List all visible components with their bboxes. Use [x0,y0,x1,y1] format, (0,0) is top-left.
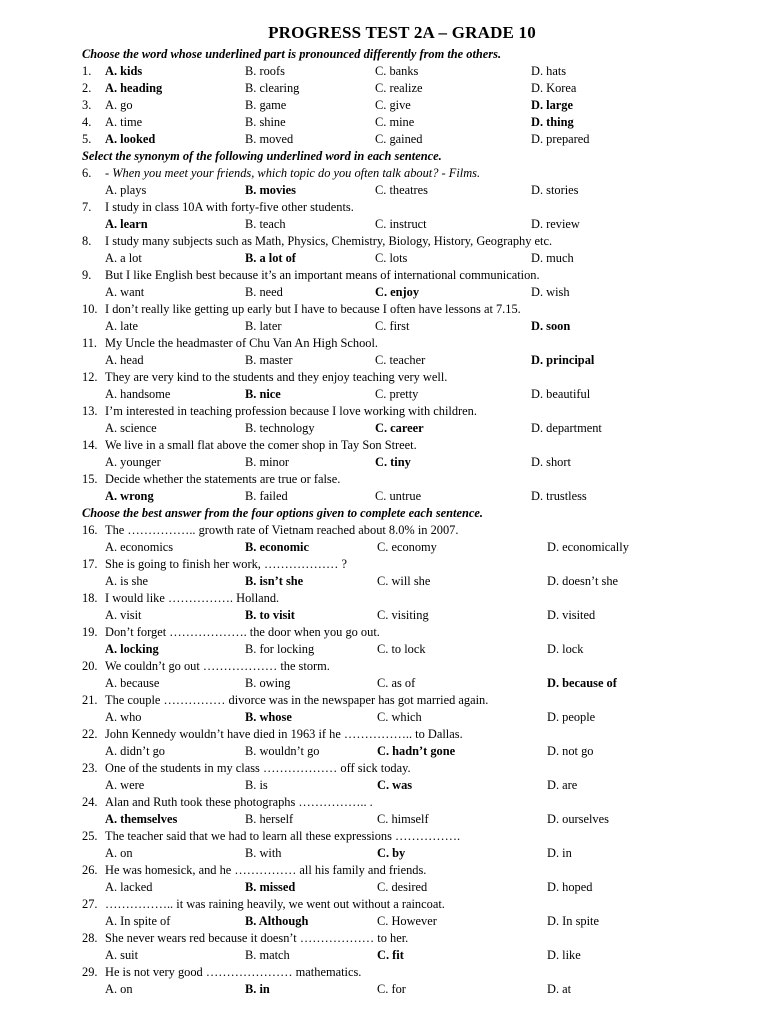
answer-option: C. untrue [375,489,422,503]
answer-option: D. not go [547,744,594,758]
answer-option: B. missed [245,880,296,894]
answer-option: A. head [105,353,144,367]
options-row [82,352,682,369]
answer-option: B. in [245,982,270,996]
question-stem-row [82,369,682,386]
answer-option: B. owing [245,676,291,690]
answer-option: B. whose [245,710,292,724]
answer-option: A. who [105,710,142,724]
question-stem: He was homesick, and he …………… all his family and friends. [105,863,427,877]
answer-option: C. teacher [375,353,426,367]
answer-option: A. looked [105,132,156,146]
answer-option: D. In spite [547,914,599,928]
answer-option: B. is [245,778,268,792]
question-stem: The …………….. growth rate of Vietnam reached about 8.0% in 2007. [105,523,459,537]
answer-option: A. because [105,676,160,690]
answer-option: D. Korea [531,81,577,95]
question-number: 29. [82,965,98,979]
answer-option: D. beautiful [531,387,591,401]
question-stem: I study in class 10A with forty-five other students. [105,200,354,214]
options-row [82,250,682,267]
answer-option: D. are [547,778,578,792]
answer-option: C. lots [375,251,408,265]
options-row [82,777,682,794]
options-row [82,879,682,896]
question-number: 9. [82,268,92,282]
question-stem: I would like ……………. Holland. [105,591,280,605]
answer-option: A. visit [105,608,142,622]
question-number: 23. [82,761,98,775]
answer-option: C. enjoy [375,285,420,299]
answer-option: A. kids [105,64,143,78]
answer-option: B. clearing [245,81,300,95]
question-stem: My Uncle the headmaster of Chu Van An High School. [105,336,379,350]
answer-option: C. to lock [377,642,426,656]
answer-option: B. technology [245,421,315,435]
page-title: PROGRESS TEST 2A – GRADE 10 [268,23,536,42]
options-row [82,913,682,930]
answer-option: A. learn [105,217,148,231]
answer-option: B. failed [245,489,288,503]
answer-option: A. on [105,982,133,996]
question-row [82,80,682,97]
options-row [82,641,682,658]
options-row [82,182,682,199]
question-stem-row [82,301,682,318]
question-stem: …………….. it was raining heavily, we went out without a raincoat. [105,897,445,911]
answer-option: A. younger [105,455,161,469]
answer-option: C. However [377,914,437,928]
question-stem-row [82,828,682,845]
answer-option: A. science [105,421,157,435]
answer-option: C. by [377,846,406,860]
answer-option: D. at [547,982,572,996]
options-row [82,454,682,471]
question-stem: But I like English best because it’s an important means of international communication. [105,268,540,282]
answer-option: A. on [105,846,133,860]
options-row [82,981,682,998]
answer-option: C. banks [375,64,419,78]
answer-option: D. much [531,251,574,265]
answer-option: A. is she [105,574,149,588]
options-row [82,845,682,862]
answer-option: D. stories [531,183,579,197]
options-row [82,539,682,556]
answer-option: A. want [105,285,145,299]
question-stem: I study many subjects such as Math, Physics, Chemistry, Biology, History, Geography etc. [105,234,553,248]
question-number: 15. [82,472,98,486]
options-row [82,675,682,692]
question-stem: We live in a small flat above the comer shop in Tay Son Street. [105,438,417,452]
options-row [82,386,682,403]
question-stem: She is going to finish her work, ……………… ? [105,557,347,571]
question-stem: Alan and Ruth took these photographs …………….. . [105,795,373,809]
answer-option: B. isn’t she [245,574,304,588]
answer-option: D. principal [531,353,595,367]
question-stem-row [82,471,682,488]
question-stem-row [82,930,682,947]
answer-option: A. late [105,319,139,333]
answer-option: C. give [375,98,411,112]
question-stem: Decide whether the statements are true or false. [105,472,341,486]
options-row [82,743,682,760]
answer-option: D. people [547,710,596,724]
answer-option: D. ourselves [547,812,609,826]
question-number: 24. [82,795,98,809]
answer-option: A. go [105,98,133,112]
answer-option: B. shine [245,115,286,129]
options-row [82,318,682,335]
question-number: 8. [82,234,92,248]
answer-option: B. master [245,353,293,367]
question-stem-row [82,658,682,675]
answer-option: B. to visit [245,608,295,622]
answer-option: C. as of [377,676,416,690]
question-number: 14. [82,438,98,452]
answer-option: A. time [105,115,143,129]
answer-option: B. minor [245,455,290,469]
answer-option: D. wish [531,285,570,299]
answer-option: D. soon [531,319,571,333]
question-stem-row [82,896,682,913]
question-stem: Don’t forget ………………. the door when you go out. [105,625,380,639]
options-row [82,573,682,590]
answer-option: B. a lot of [245,251,296,265]
answer-option: B. Although [245,914,309,928]
question-row [82,131,682,148]
answer-option: D. hoped [547,880,593,894]
answer-option: B. herself [245,812,294,826]
answer-option: A. were [105,778,145,792]
question-stem-row [82,964,682,981]
question-number: 17. [82,557,98,571]
question-number: 2. [82,81,92,95]
question-stem-row [82,760,682,777]
answer-option: B. for locking [245,642,315,656]
answer-option: C. fit [377,948,404,962]
answer-option: D. thing [531,115,574,129]
answer-option: A. wrong [105,489,154,503]
question-stem-row [82,624,682,641]
answer-option: C. pretty [375,387,419,401]
question-stem-row [82,233,682,250]
answer-option: A. didn’t go [105,744,166,758]
answer-option: A. heading [105,81,163,95]
answer-option: A. plays [105,183,147,197]
answer-option: C. which [377,710,422,724]
answer-option: A. handsome [105,387,171,401]
question-number: 25. [82,829,98,843]
section-instruction: Choose the best answer from the four options given to complete each sentence. [82,506,483,520]
answer-option: B. need [245,285,283,299]
answer-option: B. later [245,319,282,333]
question-stem: John Kennedy wouldn’t have died in 1963 if he …………….. to Dallas. [105,727,463,741]
question-row [82,114,682,131]
answer-option: D. trustless [531,489,587,503]
question-stem: He is not very good ………………… mathematics. [105,965,362,979]
answer-option: D. in [547,846,572,860]
answer-option: B. with [245,846,282,860]
question-stem-row [82,335,682,352]
answer-option: C. was [377,778,413,792]
question-number: 22. [82,727,98,741]
answer-option: B. economic [245,540,310,554]
question-number: 4. [82,115,92,129]
question-stem-row [82,199,682,216]
answer-option: C. first [375,319,410,333]
answer-option: B. nice [245,387,281,401]
answer-option: C. tiny [375,455,411,469]
question-number: 26. [82,863,98,877]
answer-option: B. roofs [245,64,285,78]
question-stem: The teacher said that we had to learn all these expressions ……………. [105,829,461,843]
answer-option: D. large [531,98,573,112]
question-stem-row [82,403,682,420]
answer-option: B. movies [245,183,296,197]
answer-option: C. career [375,421,424,435]
question-number: 11. [82,336,98,350]
answer-option: C. instruct [375,217,427,231]
answer-option: C. desired [377,880,428,894]
answer-option: B. moved [245,132,294,146]
section-instruction: Select the synonym of the following underlined word in each sentence. [82,149,442,163]
answer-option: C. realize [375,81,423,95]
question-number: 28. [82,931,98,945]
question-number: 13. [82,404,98,418]
answer-option: D. visited [547,608,596,622]
answer-option: D. like [547,948,581,962]
answer-option: C. theatres [375,183,428,197]
question-number: 10. [82,302,98,316]
question-stem: One of the students in my class ……………… off sick today. [105,761,411,775]
question-number: 3. [82,98,92,112]
answer-option: C. mine [375,115,415,129]
question-stem-row [82,556,682,573]
question-number: 16. [82,523,98,537]
options-row [82,216,682,233]
question-number: 1. [82,64,92,78]
answer-option: B. wouldn’t go [245,744,320,758]
options-row [82,811,682,828]
question-stem-row [82,165,682,182]
question-stem: I don’t really like getting up early but I have to because I often have lessons at 7.15. [105,302,521,316]
answer-option: D. lock [547,642,584,656]
answer-option: D. review [531,217,580,231]
question-number: 21. [82,693,98,707]
question-stem-row [82,692,682,709]
answer-option: A. suit [105,948,139,962]
answer-option: A. economics [105,540,174,554]
question-row [82,97,682,114]
question-stem-row [82,437,682,454]
question-number: 12. [82,370,98,384]
question-number: 19. [82,625,98,639]
answer-option: A. locking [105,642,159,656]
answer-option: D. doesn’t she [547,574,619,588]
question-number: 27. [82,897,98,911]
answer-option: A. a lot [105,251,142,265]
question-stem: The couple …………… divorce was in the newspaper has got married again. [105,693,489,707]
answer-option: C. visiting [377,608,429,622]
question-stem-row [82,862,682,879]
answer-option: D. department [531,421,602,435]
answer-option: C. economy [377,540,437,554]
options-row [82,420,682,437]
options-row [82,947,682,964]
options-row [82,607,682,624]
question-stem: She never wears red because it doesn’t ……………… to her. [105,931,409,945]
answer-option: A. In spite of [105,914,171,928]
question-stem-row [82,726,682,743]
answer-option: D. because of [547,676,617,690]
question-number: 18. [82,591,98,605]
question-stem-row [82,590,682,607]
question-row [82,63,682,80]
section-instruction: Choose the word whose underlined part is pronounced differently from the others. [82,47,502,61]
answer-option: C. for [377,982,406,996]
answer-option: D. short [531,455,571,469]
answer-option: A. themselves [105,812,178,826]
answer-option: B. teach [245,217,286,231]
question-stem: We couldn’t go out ……………… the storm. [105,659,330,673]
question-stem: I’m interested in teaching profession because I love working with children. [105,404,477,418]
answer-option: D. hats [531,64,567,78]
options-row [82,709,682,726]
answer-option: B. match [245,948,290,962]
answer-option: A. lacked [105,880,153,894]
test-page [82,22,682,998]
options-row [82,488,682,505]
answer-option: B. game [245,98,287,112]
question-number: 20. [82,659,98,673]
question-stem-row [82,267,682,284]
question-number: 7. [82,200,92,214]
options-row [82,284,682,301]
answer-option: D. prepared [531,132,590,146]
question-number: 5. [82,132,92,146]
answer-option: C. himself [377,812,429,826]
question-number: 6. [82,166,92,180]
question-stem: - When you meet your friends, which topic do you often talk about? - Films. [105,166,481,180]
answer-option: C. gained [375,132,423,146]
question-stem-row [82,794,682,811]
answer-option: C. hadn’t gone [377,744,456,758]
answer-option: C. will she [377,574,431,588]
question-stem-row [82,522,682,539]
question-stem: They are very kind to the students and they enjoy teaching very well. [105,370,448,384]
answer-option: D. economically [547,540,629,554]
